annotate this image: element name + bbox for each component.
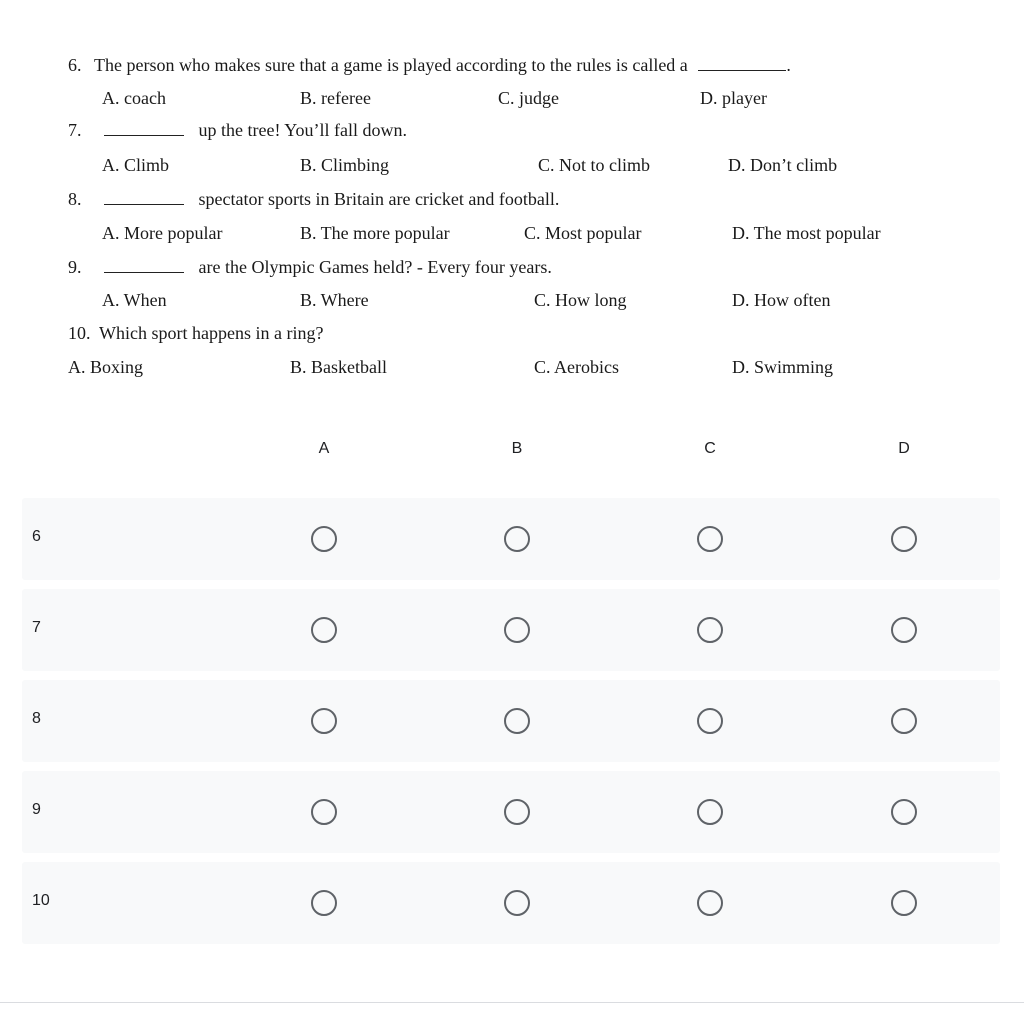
question-10-text: Which sport happens in a ring? [99,323,324,343]
radio-8-a[interactable] [311,708,337,734]
radio-10-d[interactable] [891,890,917,916]
question-7 [68,120,407,141]
radio-6-c[interactable] [697,526,723,552]
column-header-d: D [898,440,910,457]
question-7-text: up the tree! You’ll fall down. [198,120,407,140]
q6-option-a: A. coach [102,88,166,108]
radio-9-d[interactable] [891,799,917,825]
column-header-c: C [704,440,716,457]
radio-8-b[interactable] [504,708,530,734]
q9-option-b: B. Where [300,290,369,310]
question-6-end: . [786,55,791,75]
radio-9-a[interactable] [311,799,337,825]
grid-row-10 [22,862,1000,944]
divider [0,1002,1024,1003]
radio-10-a[interactable] [311,890,337,916]
radio-7-c[interactable] [697,617,723,643]
q10-option-d: D. Swimming [732,357,834,377]
radio-6-a[interactable] [311,526,337,552]
row-label: 7 [32,619,41,636]
column-header-b: B [511,440,523,457]
q8-option-a: A. More popular [102,223,223,243]
row-label: 6 [32,528,41,545]
question-8-number: 8. [68,189,82,209]
grid-row-7 [22,589,1000,671]
answer-blank [104,190,184,205]
radio-8-d[interactable] [891,708,917,734]
grid-row-6 [22,498,1000,580]
answer-blank [104,258,184,273]
radio-6-b[interactable] [504,526,530,552]
radio-9-b[interactable] [504,799,530,825]
q10-option-c: C. Aerobics [534,357,619,377]
question-10 [68,323,323,344]
question-9-text: are the Olympic Games held? - Every four years. [198,257,552,277]
answer-blank [698,56,786,71]
q7-option-d: D. Don’t climb [728,155,838,175]
q9-option-a: A. When [102,290,167,310]
question-6 [68,55,791,76]
column-header-a: A [318,440,330,457]
question-6-text: The person who makes sure that a game is played according to the rules is called a [94,55,688,75]
question-8-text: spectator sports in Britain are cricket and football. [198,189,560,209]
radio-7-d[interactable] [891,617,917,643]
radio-8-c[interactable] [697,708,723,734]
row-label: 10 [32,892,50,909]
q8-option-c: C. Most popular [524,223,642,243]
radio-6-d[interactable] [891,526,917,552]
q7-option-a: A. Climb [102,155,170,175]
grid-row-8 [22,680,1000,762]
radio-7-a[interactable] [311,617,337,643]
q6-option-d: D. player [700,88,767,108]
q9-option-c: C. How long [534,290,627,310]
grid-row-9 [22,771,1000,853]
question-9-number: 9. [68,257,82,277]
q10-option-a: A. Boxing [68,357,144,377]
radio-10-b[interactable] [504,890,530,916]
q8-option-d: D. The most popular [732,223,881,243]
question-7-number: 7. [68,120,82,140]
q6-option-c: C. judge [498,88,559,108]
q7-option-b: B. Climbing [300,155,390,175]
row-label: 8 [32,710,41,727]
q7-option-c: C. Not to climb [538,155,650,175]
row-label: 9 [32,801,41,818]
radio-7-b[interactable] [504,617,530,643]
question-9 [68,257,552,278]
q9-option-d: D. How often [732,290,831,310]
question-6-number: 6. [68,55,82,75]
question-8 [68,189,559,210]
q6-option-b: B. referee [300,88,371,108]
answer-blank [104,121,184,136]
q10-option-b: B. Basketball [290,357,387,377]
q8-option-b: B. The more popular [300,223,450,243]
question-10-number: 10. [68,323,91,343]
radio-10-c[interactable] [697,890,723,916]
radio-9-c[interactable] [697,799,723,825]
